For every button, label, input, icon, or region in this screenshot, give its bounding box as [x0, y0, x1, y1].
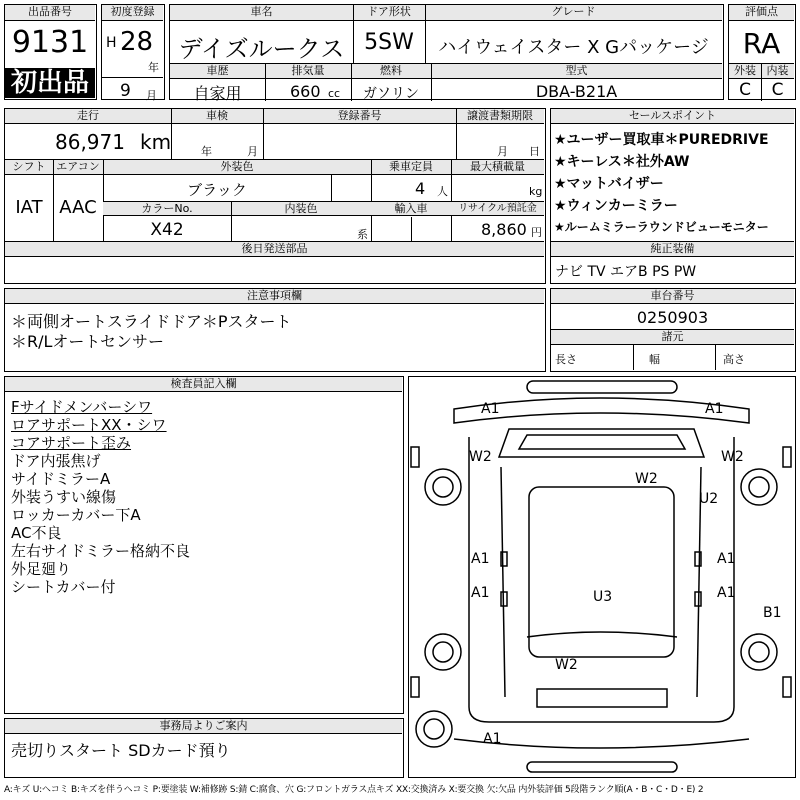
load-label: 最大積載量 [451, 160, 544, 175]
score: RA [742, 27, 781, 60]
sales-label: セールスポイント [551, 109, 794, 124]
later-parts-label: 後日発送部品 [5, 242, 544, 257]
damage-mark: B1 [763, 605, 782, 621]
mileage-unit: km [140, 130, 172, 154]
chassis-box [550, 288, 796, 372]
color-no-label: カラーNo. [103, 202, 231, 216]
exterior-color: ブラック [187, 181, 247, 199]
interior-color-label: 内装色 [231, 202, 371, 216]
sales-point: ★ユーザー買取車＊PUREDRIVE [554, 132, 769, 148]
recycle-amount: 8,860 [481, 220, 527, 239]
damage-mark: A1 [471, 585, 490, 601]
inspector-line: 外足廻り [11, 560, 72, 578]
interior-color-suffix: 系 [357, 228, 368, 241]
inspector-line: コアサポート歪み [11, 434, 132, 452]
legend: A:キズ U:ヘコミ B:キズを伴うヘコミ P:要塗装 W:補修跡 S:錆 C:腐食、穴 G:フロントガラス点キズ XX:交換済み X:要交換 欠:欠品 内外装評価 5段階ランク順(A・B・C・D・E) 2 [4, 785, 704, 795]
main-info-box [169, 4, 724, 103]
int-label: 内装 [761, 64, 794, 79]
transfer-label: 譲渡書類期限 [456, 109, 544, 124]
inspector-line: 左右サイドミラー格納不良 [11, 542, 190, 560]
load-unit: kg [529, 185, 543, 198]
ac: AAC [59, 197, 97, 218]
lot-box [4, 4, 97, 100]
score-label: 評価点 [729, 5, 794, 21]
door-type: 5SW [364, 30, 414, 55]
recycle-label: リサイクル預託金 [451, 202, 544, 216]
chassis-label: 車台番号 [551, 289, 794, 304]
inspector-line: 外装うすい線傷 [11, 488, 117, 506]
reg-era: H [106, 35, 117, 51]
reg-box [101, 4, 165, 100]
length-label: 長さ [555, 353, 577, 366]
damage-mark: U3 [593, 589, 613, 605]
recycle-unit: 円 [531, 226, 542, 239]
car-name: デイズルークス [178, 35, 345, 63]
ext-score: C [739, 80, 751, 100]
reg-month-unit: 月 [146, 89, 157, 102]
inspector-line: ロッカーカバー下A [11, 506, 141, 524]
inspection-year-unit: 年 [201, 145, 212, 158]
fuel-label: 燃料 [351, 64, 431, 79]
transfer-day-unit: 日 [529, 145, 540, 158]
history-label: 車歴 [170, 64, 265, 79]
inspector-line: サイドミラーA [11, 470, 111, 488]
capacity: 4 [415, 179, 426, 198]
displacement-unit: cc [328, 87, 341, 100]
inspector-box [4, 376, 404, 714]
damage-mark: A1 [483, 731, 502, 747]
first-listing-badge: 初出品 [5, 68, 95, 98]
inspector-line: シートカバー付 [11, 578, 116, 596]
height-label: 高さ [723, 353, 745, 366]
vehicle-detail-box [4, 108, 546, 284]
capacity-unit: 人 [437, 185, 448, 198]
inspector-line: ロアサポートXX・シワ [11, 416, 167, 434]
reg-label: 初度登録 [102, 5, 163, 21]
notes-line: ＊両側オートスライドドア＊Pスタート [11, 312, 292, 331]
int-score: C [771, 80, 784, 100]
fuel: ガソリン [363, 86, 419, 102]
sales-points-box [550, 108, 796, 284]
chassis-number: 0250903 [636, 308, 709, 327]
score-box [728, 4, 796, 100]
sales-point: ★マットバイザー [554, 176, 664, 192]
shift: IAT [15, 197, 43, 218]
reg-month: 9 [120, 81, 131, 101]
damage-mark: A1 [471, 551, 490, 567]
transfer-month-unit: 月 [497, 145, 508, 158]
grade: ハイウェイスター X Gパッケージ [438, 37, 709, 58]
inspection-month-unit: 月 [247, 145, 258, 158]
damage-mark: A1 [717, 551, 736, 567]
width-label: 幅 [649, 353, 660, 366]
model-label: 型式 [431, 64, 722, 79]
ext-label: 外装 [729, 64, 761, 79]
damage-mark: W2 [469, 449, 492, 465]
sales-point: ★ルームミラーラウンドビューモニター [554, 220, 769, 234]
color-no: X42 [150, 220, 184, 240]
inspector-line: ドア内張焦げ [11, 452, 101, 470]
damage-mark: U2 [699, 491, 719, 507]
door-label: ドア形状 [353, 5, 425, 21]
inspector-label: 検査員記入欄 [5, 377, 402, 392]
office-text: 売切りスタート SDカード預り [11, 741, 231, 760]
damage-mark: A1 [481, 401, 500, 417]
specs-label: 諸元 [551, 330, 794, 345]
reg-year-unit: 年 [148, 61, 159, 74]
model: DBA-B21A [535, 82, 618, 101]
color-label: 外装色 [103, 160, 371, 175]
inspection-label: 車検 [171, 109, 263, 124]
notes-line: ＊R/Lオートセンサー [11, 332, 164, 351]
reg-year: 28 [120, 27, 154, 57]
notes-label: 注意事項欄 [5, 289, 544, 304]
mileage-label: 走行 [5, 109, 171, 124]
lot-number: 9131 [11, 25, 89, 60]
plate-label: 登録番号 [263, 109, 456, 124]
damage-mark: A1 [717, 585, 736, 601]
office-label: 事務局よりご案内 [5, 719, 402, 734]
damage-mark: W2 [721, 449, 744, 465]
car-diagram [409, 377, 794, 776]
displacement: 660 [290, 82, 321, 101]
notes-box [4, 288, 546, 372]
damage-mark: W2 [555, 657, 578, 673]
lot-label: 出品番号 [5, 5, 95, 21]
sales-point: ★キーレス＊社外AW [554, 154, 690, 170]
inspector-line: AC不良 [11, 524, 62, 542]
shift-label: シフト [5, 160, 53, 175]
damage-mark: W2 [635, 471, 658, 487]
import-label: 輸入車 [371, 202, 451, 216]
inspector-line: Fサイドメンバーシワ [11, 398, 153, 416]
sales-point: ★ウィンカーミラー [554, 198, 678, 214]
mileage: 86,971 [55, 130, 125, 154]
equipment: ナビ TV エアB PS PW [555, 264, 697, 280]
damage-mark: A1 [705, 401, 724, 417]
displacement-label: 排気量 [265, 64, 351, 79]
capacity-label: 乗車定員 [371, 160, 451, 175]
ac-label: エアコン [53, 160, 103, 175]
history: 自家用 [193, 84, 242, 103]
grade-label: グレード [425, 5, 722, 21]
name-label: 車名 [170, 5, 353, 21]
office-box [4, 718, 404, 778]
equipment-label: 純正装備 [551, 242, 794, 257]
car-diagram-box [408, 376, 796, 778]
